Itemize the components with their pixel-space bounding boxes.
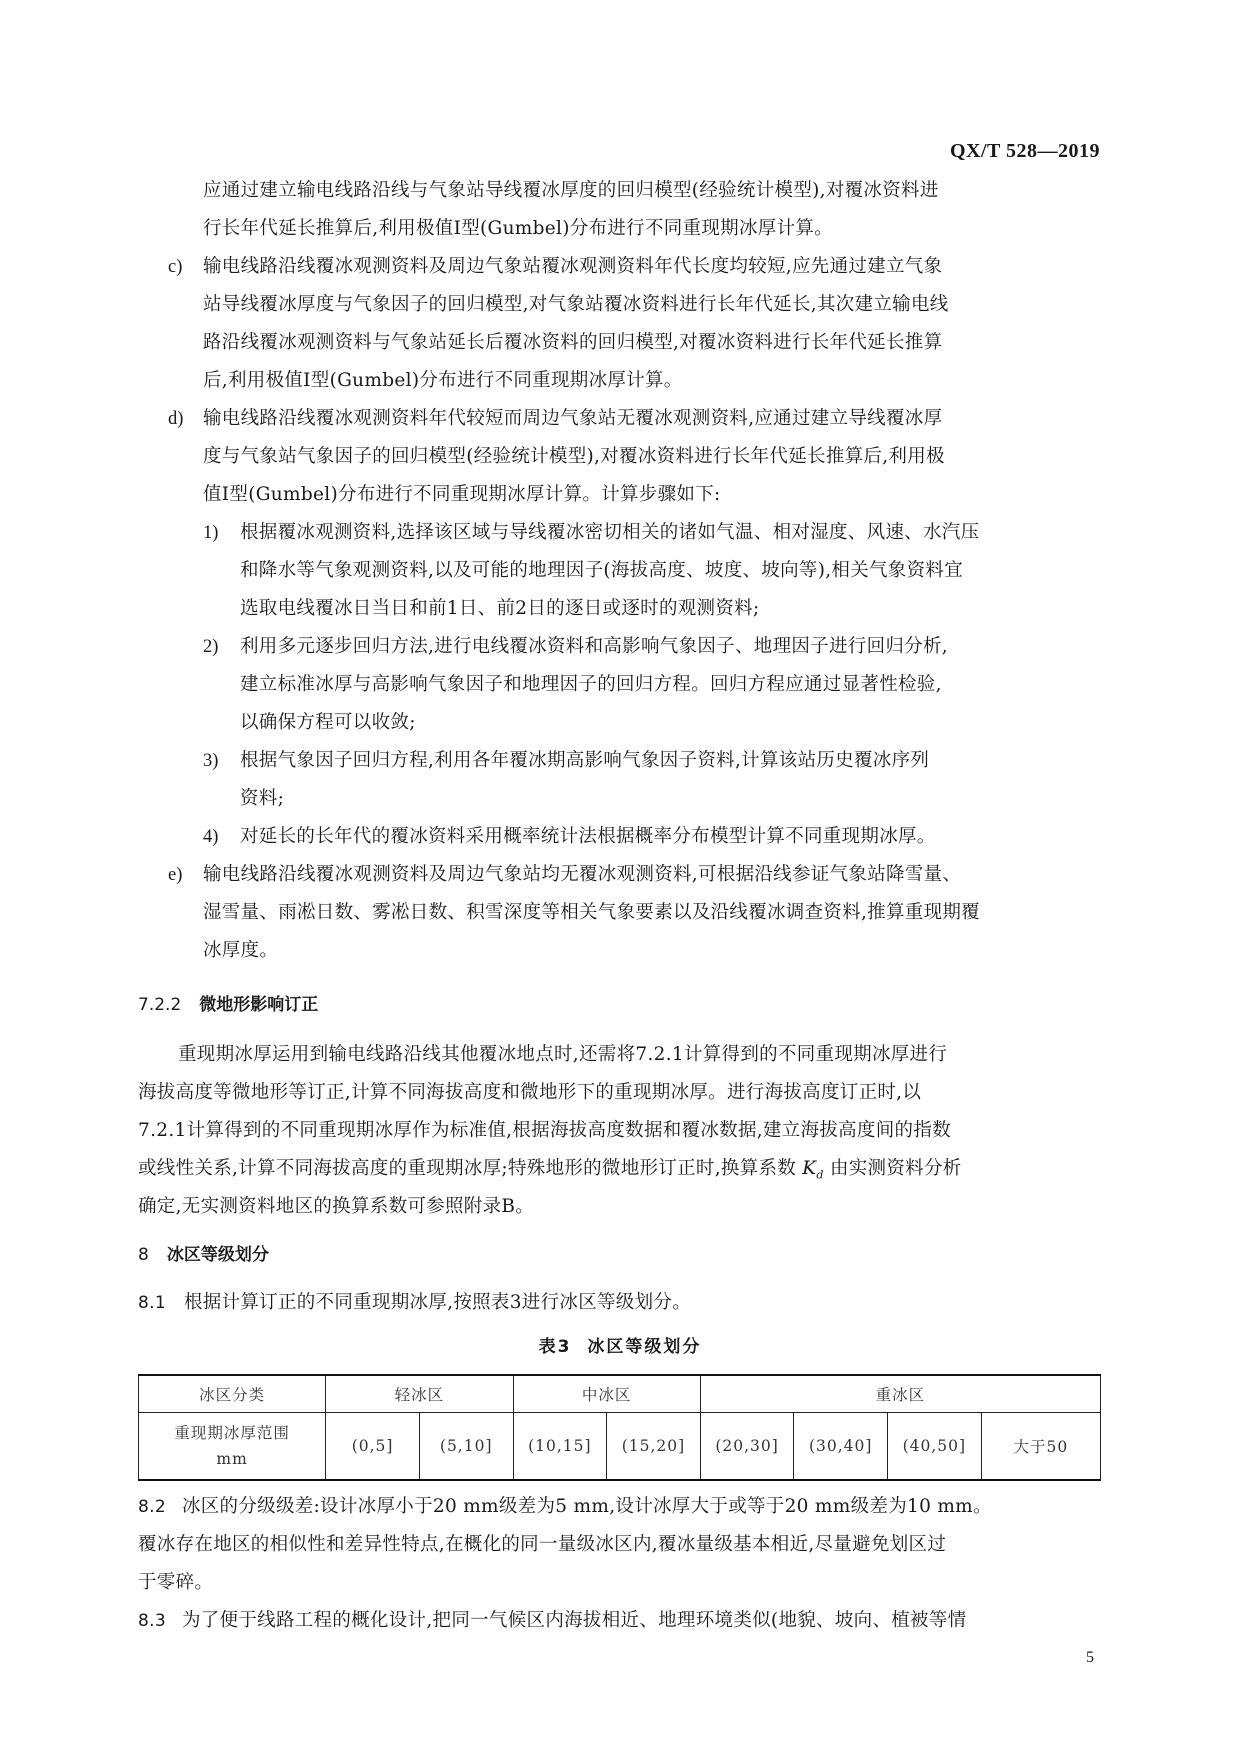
item-b-line-2: 行长年代延长推算后,利用极值Ⅰ型(Gumbel)分布进行不同重现期冰厚计算。 bbox=[203, 218, 833, 239]
item-b-line-1: 应通过建立输电线路沿线与气象站导线覆冰厚度的回归模型(经验统计模型),对覆冰资料进 bbox=[203, 180, 939, 201]
clause-number: 8.1 bbox=[138, 1293, 166, 1313]
step-2-line-3: 以确保方程可以收敛; bbox=[240, 712, 416, 733]
range-cell: (5,10] bbox=[419, 1413, 513, 1481]
section-7-2-2-line-4 bbox=[138, 1158, 962, 1180]
item-c-line-2: 站导线覆冰厚度与气象因子的回归模型,对气象站覆冰资料进行长年代延长,其次建立输电线 bbox=[203, 294, 949, 315]
range-cell: 大于50 bbox=[981, 1413, 1100, 1481]
clause-8-1 bbox=[138, 1292, 691, 1314]
range-cell: (0,5] bbox=[326, 1413, 420, 1481]
section-title: 微地形影响订正 bbox=[199, 995, 319, 1015]
clause-text: 冰区的分级级差:设计冰厚小于20 mm级差为5 mm,设计冰厚大于或等于20 mm级差为10 mm。 bbox=[181, 1496, 992, 1517]
step-1-line-2: 和降水等气象观测资料,以及可能的地理因子(海拔高度、坡度、坡向等),相关气象资料宜 bbox=[240, 560, 963, 581]
range-cell: (30,40] bbox=[794, 1413, 888, 1481]
clause-number: 8.2 bbox=[138, 1497, 166, 1517]
section-7-2-2-line-3: 7.2.1计算得到的不同重现期冰厚作为标准值,根据海拔高度数据和覆冰数据,建立海拔高度间的指数 bbox=[138, 1120, 951, 1141]
range-cell: (40,50] bbox=[888, 1413, 982, 1481]
step-2-line-2: 建立标准冰厚与高影响气象因子和地理因子的回归方程。回归方程应通过显著性检验, bbox=[240, 674, 942, 695]
item-c-marker: c) bbox=[168, 257, 183, 277]
item-c-line-4: 后,利用极值Ⅰ型(Gumbel)分布进行不同重现期冰厚计算。 bbox=[203, 370, 683, 391]
section-7-2-2-line-2: 海拔高度等微地形等订正,计算不同海拔高度和微地形下的重现期冰厚。进行海拔高度订正时,以 bbox=[138, 1082, 922, 1103]
header-label: 冰区分类 bbox=[139, 1375, 326, 1413]
section-7-2-2-line-5: 确定,无实测资料地区的换算系数可参照附录B。 bbox=[138, 1196, 535, 1217]
table-row bbox=[139, 1413, 1101, 1481]
line-4-tail: 由实测资料分析 bbox=[829, 1158, 962, 1179]
step-2-marker: 2) bbox=[203, 637, 219, 657]
step-1-line-3: 选取电线覆冰日当日和前1日、前2日的逐日或逐时的观测资料; bbox=[240, 598, 760, 619]
item-e-line-2: 湿雪量、雨凇日数、雾凇日数、积雪深度等相关气象要素以及沿线覆冰调查资料,推算重现期覆 bbox=[203, 902, 980, 923]
clause-number: 8.3 bbox=[138, 1611, 166, 1631]
table-caption bbox=[0, 1336, 1240, 1358]
range-cell: (15,20] bbox=[607, 1413, 701, 1481]
table-number: 表3 bbox=[538, 1337, 572, 1357]
item-d-line-1: 输电线路沿线覆冰观测资料年代较短而周边气象站无覆冰观测资料,应通过建立导线覆冰厚 bbox=[203, 408, 943, 429]
section-number: 8 bbox=[138, 1245, 149, 1265]
step-2-line-1: 利用多元逐步回归方法,进行电线覆冰资料和高影响气象因子、地理因子进行回归分析, bbox=[240, 636, 948, 657]
ice-zone-table bbox=[138, 1374, 1101, 1481]
row-label bbox=[139, 1413, 326, 1481]
group-light: 轻冰区 bbox=[326, 1375, 513, 1413]
step-4-line-1: 对延长的长年代的覆冰资料采用概率统计法根据概率分布模型计算不同重现期冰厚。 bbox=[240, 826, 936, 847]
clause-8-2-line-2: 覆冰存在地区的相似性和差异性特点,在概化的同一量级冰区内,覆冰量级基本相近,尽量避免划区过 bbox=[138, 1534, 947, 1555]
clause-8-3 bbox=[138, 1610, 966, 1632]
range-cell: (10,15] bbox=[513, 1413, 607, 1481]
section-8-heading bbox=[138, 1244, 269, 1266]
item-d-line-2: 度与气象站气象因子的回归模型(经验统计模型),对覆冰资料进行长年代延长推算后,利用极 bbox=[203, 446, 945, 467]
group-medium: 中冰区 bbox=[513, 1375, 700, 1413]
step-4-marker: 4) bbox=[203, 827, 219, 847]
item-d-marker: d) bbox=[168, 409, 184, 429]
step-3-line-2: 资料; bbox=[240, 788, 285, 809]
step-1-line-1: 根据覆冰观测资料,选择该区域与导线覆冰密切相关的诸如气温、相对湿度、风速、水汽压 bbox=[240, 522, 980, 543]
section-7-2-2-heading bbox=[138, 994, 318, 1016]
row-label-line-1: 重现期冰厚范围 bbox=[174, 1424, 290, 1442]
clause-text: 为了便于线路工程的概化设计,把同一气候区内海拔相近、地理环境类似(地貌、坡向、植被等情 bbox=[181, 1610, 967, 1631]
clause-text: 根据计算订正的不同重现期冰厚,按照表3进行冰区等级划分。 bbox=[183, 1292, 691, 1313]
conversion-factor-symbol: $K_d$ bbox=[802, 1158, 824, 1182]
item-e-marker: e) bbox=[168, 865, 183, 885]
range-cell: (20,30] bbox=[700, 1413, 794, 1481]
line-4-text: 或线性关系,计算不同海拔高度的重现期冰厚;特殊地形的微地形订正时,换算系数 bbox=[138, 1158, 797, 1179]
step-1-marker: 1) bbox=[203, 523, 219, 543]
item-c-line-3: 路沿线覆冰观测资料与气象站延长后覆冰资料的回归模型,对覆冰资料进行长年代延长推算 bbox=[203, 332, 943, 353]
section-7-2-2-line-1: 重现期冰厚运用到输电线路沿线其他覆冰地点时,还需将7.2.1计算得到的不同重现期冰厚进行 bbox=[178, 1044, 948, 1065]
table-title: 冰区等级划分 bbox=[587, 1337, 702, 1357]
section-number: 7.2.2 bbox=[138, 995, 182, 1015]
item-d-line-3: 值Ⅰ型(Gumbel)分布进行不同重现期冰厚计算。计算步骤如下: bbox=[203, 484, 721, 505]
step-3-line-1: 根据气象因子回归方程,利用各年覆冰期高影响气象因子资料,计算该站历史覆冰序列 bbox=[240, 750, 930, 771]
section-title: 冰区等级划分 bbox=[166, 1245, 269, 1265]
item-e-line-3: 冰厚度。 bbox=[203, 940, 279, 961]
row-label-unit: mm bbox=[216, 1450, 248, 1468]
item-e-line-1: 输电线路沿线覆冰观测资料及周边气象站均无覆冰观测资料,可根据沿线参证气象站降雪量、 bbox=[203, 864, 962, 885]
clause-8-2-line-1 bbox=[138, 1496, 992, 1518]
table-header-row bbox=[139, 1375, 1101, 1413]
step-3-marker: 3) bbox=[203, 751, 219, 771]
standard-code: QX/T 528—2019 bbox=[949, 140, 1100, 162]
page-number: 5 bbox=[1086, 1649, 1094, 1666]
group-heavy: 重冰区 bbox=[700, 1375, 1100, 1413]
item-c-line-1: 输电线路沿线覆冰观测资料及周边气象站覆冰观测资料年代长度均较短,应先通过建立气象 bbox=[203, 256, 943, 277]
clause-8-2-line-3: 于零碎。 bbox=[138, 1572, 214, 1593]
